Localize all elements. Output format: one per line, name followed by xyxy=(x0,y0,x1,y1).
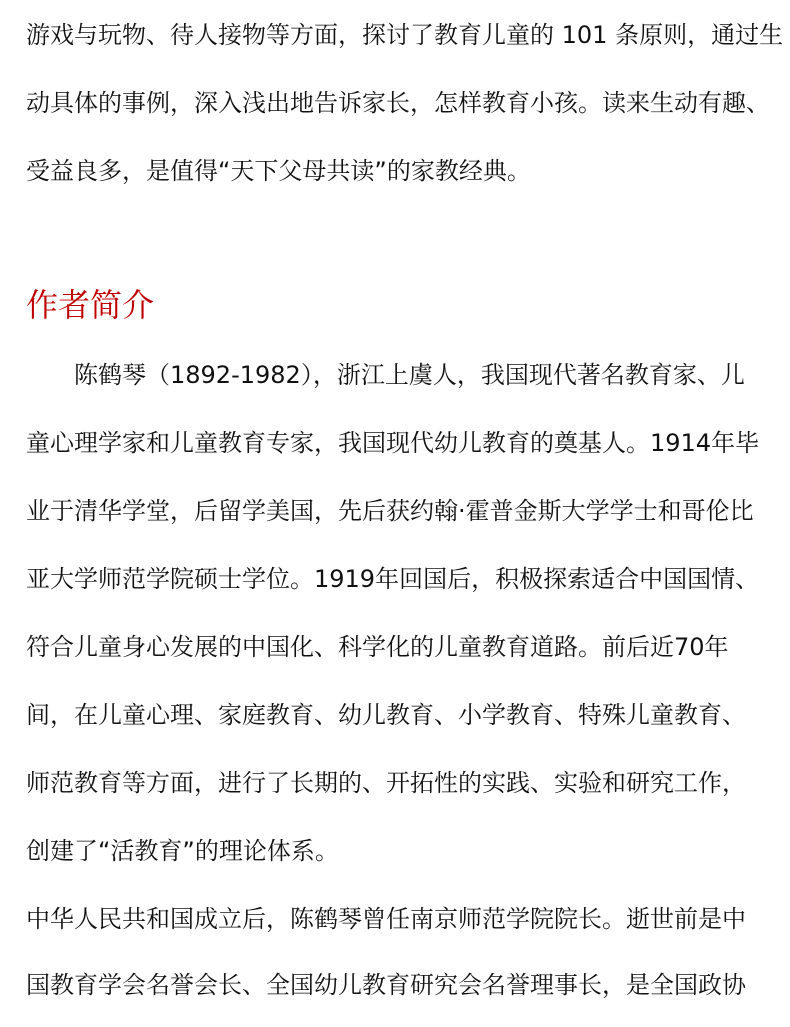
bio-line: 创建了“活教育”的理论体系。 xyxy=(26,837,339,865)
bio-line: 业于清华学堂，后留学美国，先后获约翰·霍普金斯大学学士和哥伦比 xyxy=(26,497,754,525)
bio-line: 童心理学家和儿童教育专家，我国现代幼儿教育的奠基人。1914年毕 xyxy=(26,429,760,457)
intro-line: 受益良多，是值得“天下父母共读”的家教经典。 xyxy=(26,157,531,185)
bio-line: 中华人民共和国成立后，陈鹤琴曾任南京师范学院院长。逝世前是中 xyxy=(26,905,746,933)
bio-line: 国教育学会名誉会长、全国幼儿教育研究会名誉理事长，是全国政协 xyxy=(26,971,746,999)
bio-line: 符合儿童身心发展的中国化、科学化的儿童教育道路。前后近70年 xyxy=(26,633,729,661)
intro-line: 游戏与玩物、待人接物等方面，探讨了教育儿童的 101 条原则，通过生 xyxy=(26,21,784,49)
section-heading: 作者简介 xyxy=(26,286,155,324)
bio-line: 间，在儿童心理、家庭教育、幼儿教育、小学教育、特殊儿童教育、 xyxy=(26,701,746,729)
bio-line: 亚大学师范学院硕士学位。1919年回国后，积极探索适合中国国情、 xyxy=(26,565,760,593)
bio-line: 师范教育等方面，进行了长期的、开拓性的实践、实验和研究工作， xyxy=(26,769,746,797)
bio-line: 陈鹤琴（1892-1982），浙江上虞人，我国现代著名教育家、儿 xyxy=(74,361,745,389)
intro-line: 动具体的事例，深入浅出地告诉家长，怎样教育小孩。读来生动有趣、 xyxy=(26,89,770,117)
